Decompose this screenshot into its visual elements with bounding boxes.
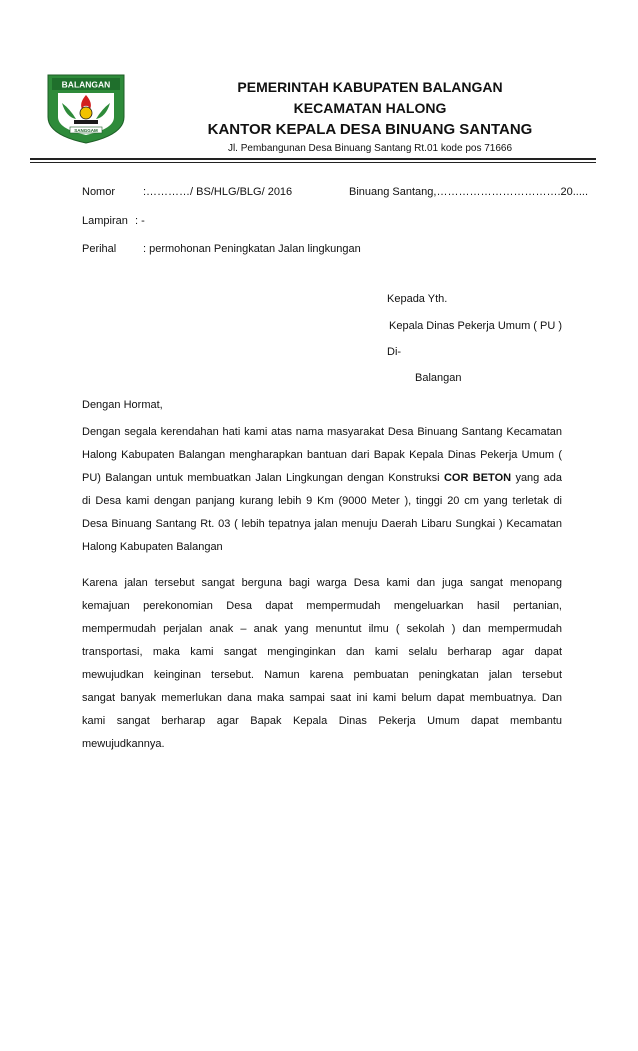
paragraph-2-line-1: Karena jalan tersebut sangat berguna bagi warga Desa kami dan juga sangat menopang	[82, 577, 562, 589]
paragraph-1-line-3	[82, 467, 562, 490]
paragraph-1-line-3-tail: yang ada	[511, 472, 563, 484]
lampiran-label: Lampiran	[82, 215, 128, 227]
emblem-ribbon-text: SANGGAM	[74, 128, 98, 133]
paragraph-1-line-1: Dengan segala kerendahan hati kami atas nama masyarakat Desa Binuang Santang Kecamatan	[82, 426, 562, 438]
paragraph-1-line-3-text: PU) Balangan untuk membuatkan Jalan Lingkungan dengan Konstruksi	[82, 472, 444, 484]
header-office-title: KANTOR KEPALA DESA BINUANG SANTANG	[207, 121, 533, 138]
paragraph-2-line-3: mempermudah perjalan anak – anak yang menuntut ilmu ( sekolah ) dan mempermudah	[82, 623, 562, 635]
header-government-title: PEMERINTAH KABUPATEN BALANGAN	[237, 79, 503, 95]
header-address: Jl. Pembangunan Desa Binuang Santang Rt.01 kode pos 71666	[227, 143, 513, 154]
nomor-label: Nomor	[82, 186, 116, 198]
header-district-title: KECAMATAN HALONG	[293, 100, 447, 116]
paragraph-2-line-4: transportasi, maka kami sangat menginginkan dan kami selalu berharap agar dapat	[82, 646, 562, 658]
recipient-location: Balangan	[415, 372, 462, 384]
emblem-yellow-center	[80, 107, 92, 119]
paragraph-2-line-7: kami sangat berharap agar Bapak Kepala Dinas Pekerja Umum dapat membantu	[82, 715, 562, 727]
paragraph-2-line-6: sangat banyak memerlukan dana maka sampai saat ini kami belum dapat membuatnya. Dan	[82, 692, 562, 704]
recipient-title: Kepala Dinas Pekerja Umum ( PU )	[389, 320, 563, 332]
letter-date: Binuang Santang,…………………………….20.....	[349, 186, 589, 198]
body-paragraph-2	[82, 572, 562, 756]
paragraph-1-line-6: Halong Kabupaten Balangan	[82, 541, 223, 553]
emblem-banner-text: BALANGAN	[61, 79, 111, 90]
paragraph-2-line-2: kemajuan perekonomian Desa dapat mempermudah mengeluarkan hasil pertanian,	[82, 600, 562, 612]
salutation: Dengan Hormat,	[82, 399, 163, 411]
recipient-greeting: Kepada Yth.	[387, 293, 448, 305]
nomor-value: :…………/ BS/HLG/BLG/ 2016	[143, 186, 293, 198]
body-paragraph-1	[82, 421, 562, 559]
header-divider-thick	[30, 158, 596, 160]
paragraph-2-line-5: mewujudkan keinginan tersebut. Namun karena pembuatan peningkatan jalan tersebut	[82, 669, 562, 681]
paragraph-1-line-2: Halong Kabupaten Balangan mengharapkan bantuan dari Bapak Kepala Dinas Pekerja Umum (	[82, 449, 562, 461]
header-divider-thin	[30, 162, 596, 163]
emblem-black-base	[74, 120, 98, 124]
paragraph-1-line-4: di Desa kami dengan panjang kurang lebih 9 Km (9000 Meter ), tinggi 20 cm yang terletak di	[82, 495, 562, 507]
paragraph-2-line-8: mewujudkannya.	[82, 738, 165, 750]
paragraph-1-line-5: Desa Binuang Santang Rt. 03 ( lebih tepatnya jalan menuju Daerah Libaru Sungkai ) Kecamatan	[82, 518, 562, 530]
recipient-di: Di-	[387, 346, 402, 358]
construction-type-emphasis: COR BETON	[443, 472, 512, 484]
perihal-value: : permohonan Peningkatan Jalan lingkungan	[143, 243, 361, 255]
lampiran-value: : -	[135, 215, 145, 227]
balangan-regency-emblem-icon	[46, 73, 126, 145]
perihal-label: Perihal	[82, 243, 117, 255]
